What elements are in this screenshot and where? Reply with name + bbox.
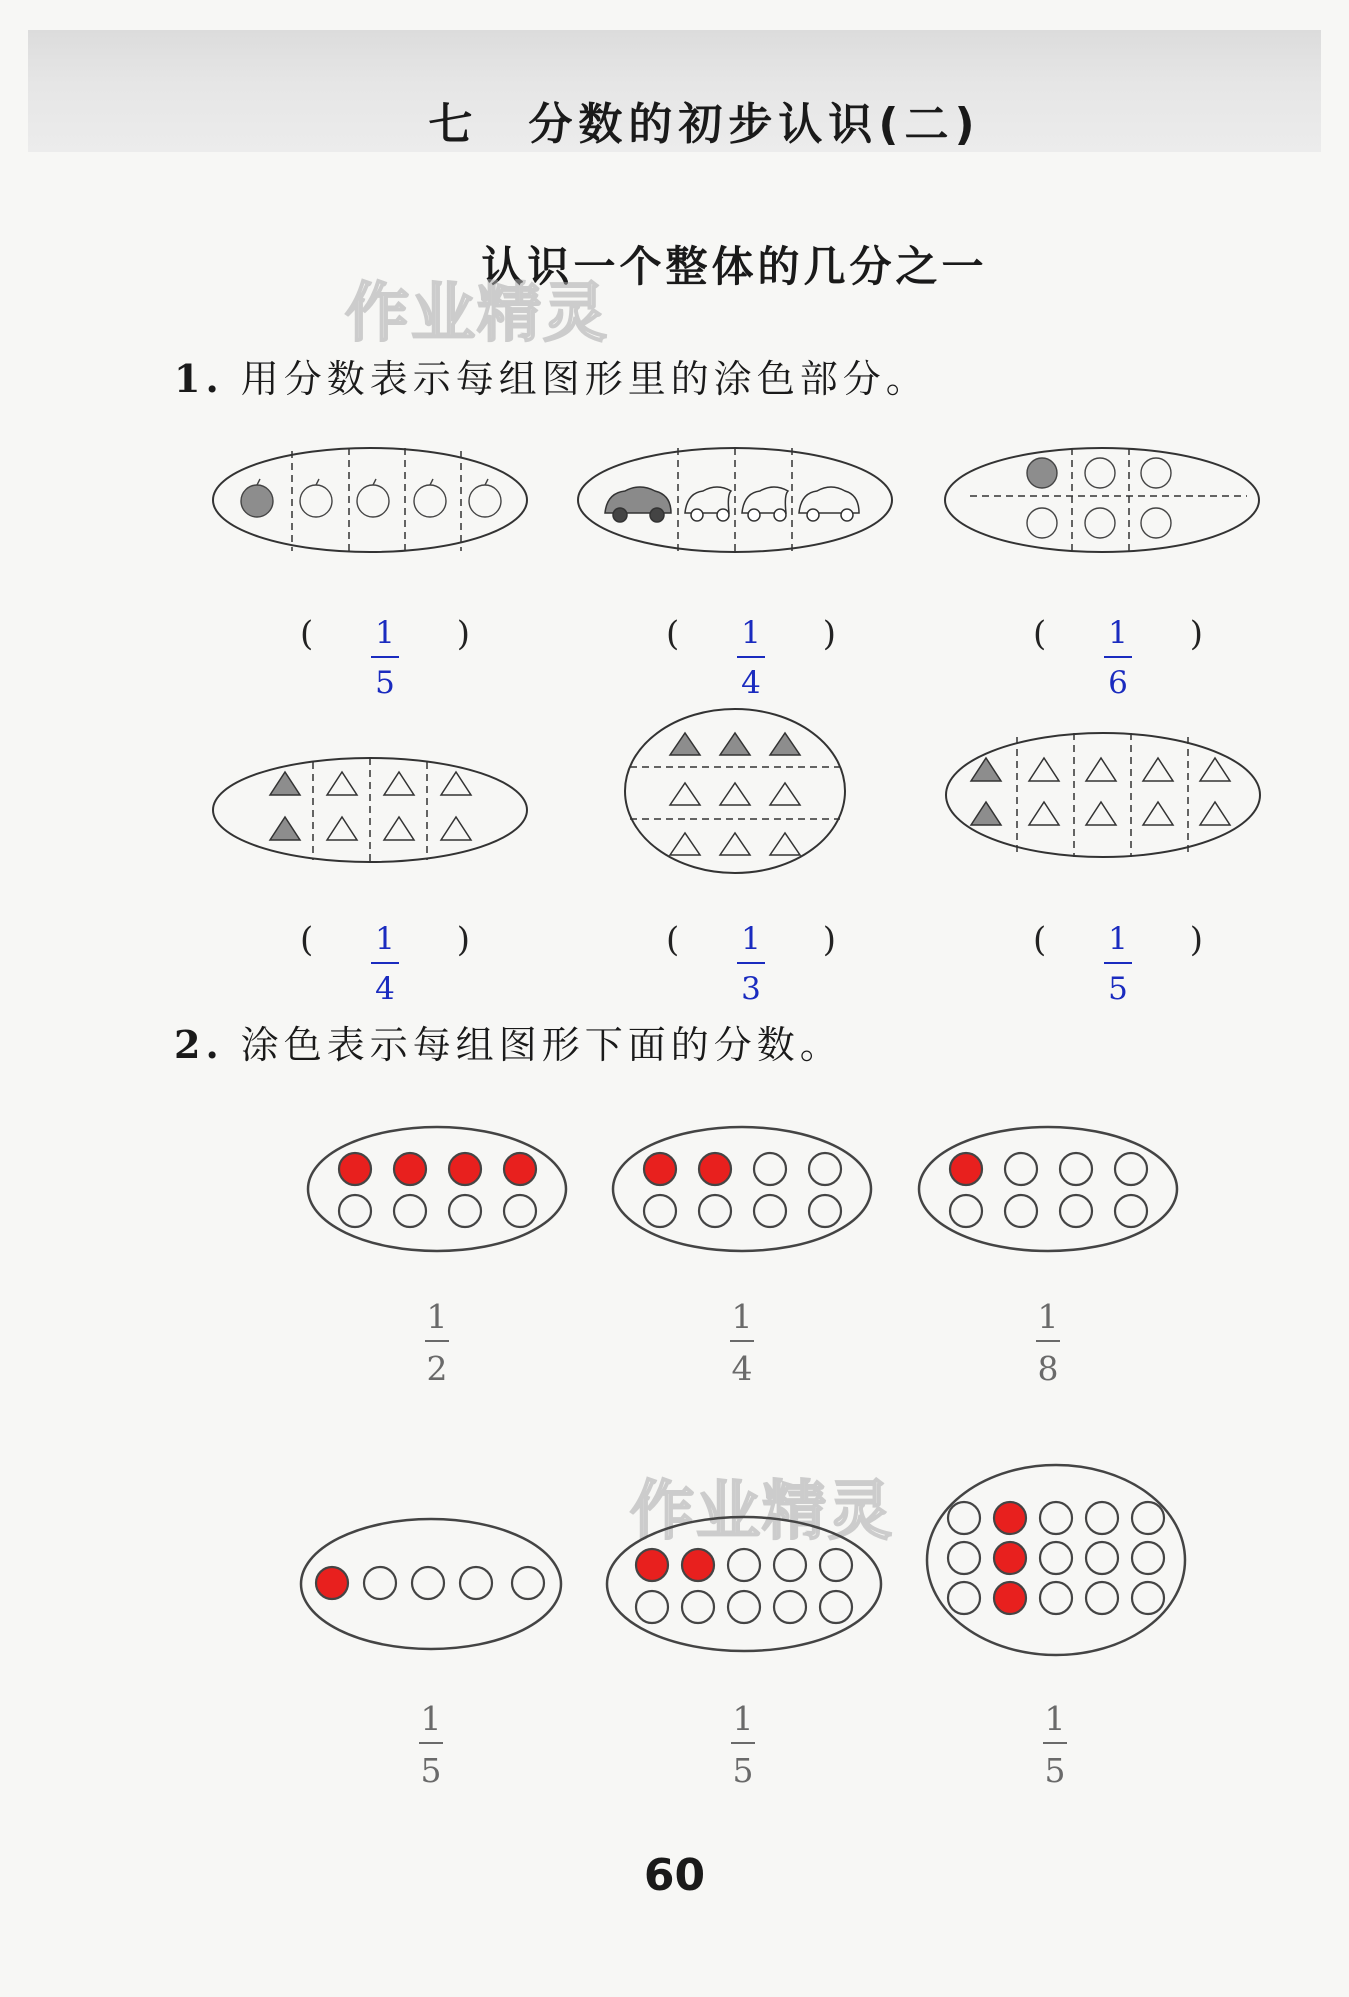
question-2: [174, 1014, 843, 1069]
answer-denominator: 6: [1108, 665, 1128, 701]
q1-figure-triangles-3x3: [622, 705, 848, 877]
question-2-number: 2.: [174, 1022, 224, 1067]
q1-answer-3: ( 1 6 ): [1033, 614, 1203, 701]
fraction-denominator: 5: [732, 1751, 754, 1790]
fraction-denominator: 4: [731, 1349, 753, 1388]
answer-numerator: 1: [375, 921, 395, 957]
q1-figure-apples-row: [210, 443, 530, 563]
fraction-denominator: 8: [1037, 1349, 1059, 1388]
answer-denominator: 4: [741, 665, 761, 701]
q2-fraction-5: [723, 1700, 763, 1790]
fraction-numerator: 1: [731, 1297, 753, 1336]
q1-figure-triangles-2x5: [943, 725, 1263, 865]
fraction-numerator: 1: [1037, 1297, 1059, 1336]
answer-numerator: 1: [741, 921, 761, 957]
watermark-top: 作业精灵: [345, 277, 609, 351]
q1-answer-6: ( 1 5 ): [1033, 920, 1203, 1007]
answer-numerator: 1: [1108, 921, 1128, 957]
q2-figure-6: [924, 1460, 1188, 1660]
fraction-denominator: 5: [420, 1751, 442, 1790]
question-1-number: 1.: [174, 356, 224, 401]
q2-fraction-2: [722, 1298, 762, 1388]
fraction-numerator: 1: [426, 1297, 448, 1336]
answer-numerator: 1: [741, 615, 761, 651]
q2-fraction-4: [411, 1700, 451, 1790]
page-number: 60: [643, 1850, 706, 1901]
q2-figure-3: [916, 1123, 1180, 1255]
fraction-numerator: 1: [1044, 1699, 1066, 1738]
answer-denominator: 3: [741, 971, 761, 1007]
q2-fraction-1: [417, 1298, 457, 1388]
q2-figure-1: [305, 1123, 569, 1255]
answer-denominator: 4: [375, 971, 395, 1007]
fraction-numerator: 1: [420, 1699, 442, 1738]
q1-answer-5: ( 1 3 ): [666, 920, 836, 1007]
q1-figure-triangles-2x4: [210, 750, 530, 870]
chapter-title: 七 分数的初步认识(二): [428, 99, 981, 150]
answer-numerator: 1: [1108, 615, 1128, 651]
watermark-middle: 作业精灵: [630, 1475, 894, 1549]
fraction-denominator: 5: [1044, 1751, 1066, 1790]
answer-numerator: 1: [375, 615, 395, 651]
q1-answer-2: ( 1 4 ): [666, 614, 836, 701]
q1-figure-apples-grid: [942, 443, 1262, 563]
fraction-denominator: 2: [426, 1349, 448, 1388]
q2-figure-4: [298, 1513, 564, 1655]
q1-answer-4: ( 1 4 ): [300, 920, 470, 1007]
q2-figure-5: [604, 1513, 884, 1655]
question-1-text: 用分数表示每组图形里的涂色部分。: [240, 357, 929, 401]
fraction-numerator: 1: [732, 1699, 754, 1738]
answer-denominator: 5: [375, 665, 395, 701]
answer-denominator: 5: [1108, 971, 1128, 1007]
section-subtitle: 认识一个整体的几分之一: [481, 242, 988, 291]
q1-answer-1: ( 1 5 ): [300, 614, 470, 701]
q2-fraction-3: [1028, 1298, 1068, 1388]
q2-fraction-6: [1035, 1700, 1075, 1790]
question-1: [174, 348, 929, 403]
q2-figure-2: [610, 1123, 874, 1255]
q1-figure-cars-row: [575, 443, 895, 563]
question-2-text: 涂色表示每组图形下面的分数。: [240, 1023, 843, 1067]
